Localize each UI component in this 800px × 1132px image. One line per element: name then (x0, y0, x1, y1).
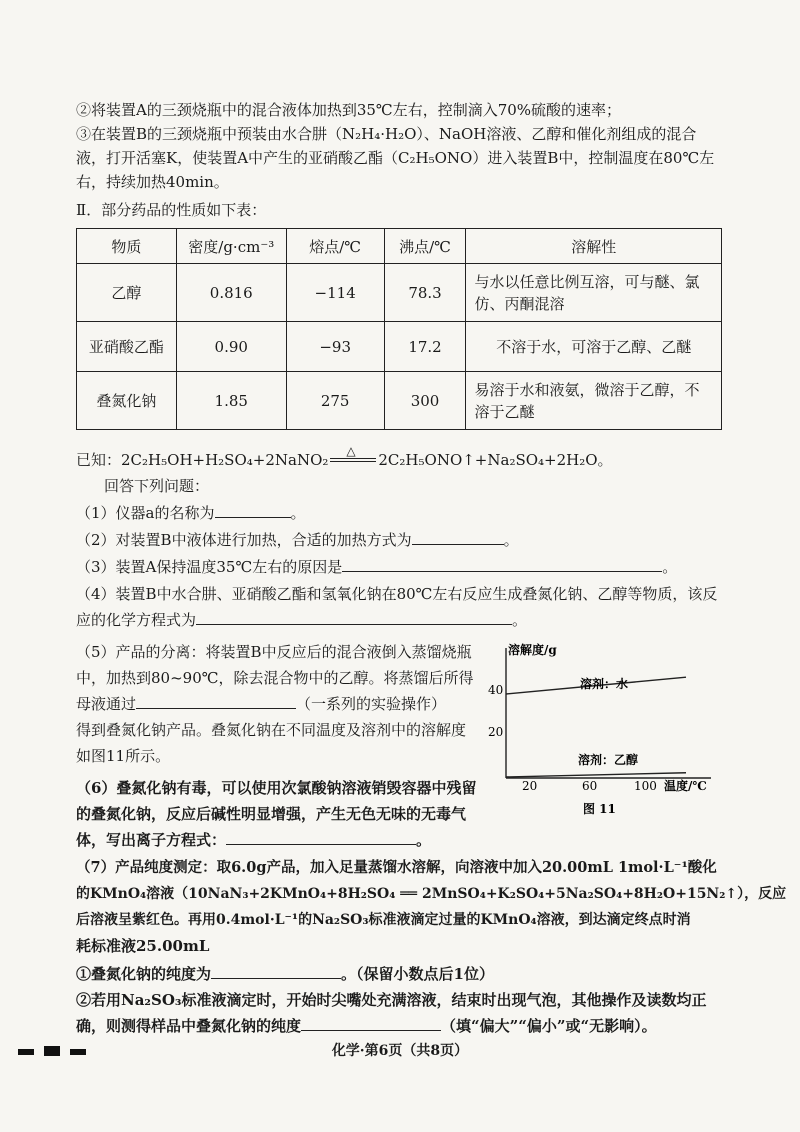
question-7-sub-2-line-2 (76, 1016, 657, 1036)
solubility-figure (486, 638, 726, 828)
q6-text: 体，写出离子方程式： (76, 831, 227, 849)
questions-intro: 回答下列问题： (104, 477, 210, 495)
cell-boiling-point: 300 (384, 372, 466, 430)
cell-substance: 亚硝酸乙酯 (77, 322, 177, 372)
table-row (77, 264, 722, 322)
x-tick-label: 20 (522, 779, 538, 793)
q7-2-text: 确，则测得样品中叠氮化钠的纯度 (76, 1017, 302, 1035)
question-5-line-5: 如图11所示。 (76, 747, 171, 765)
question-7-sub-2-line-1: ②若用Na₂SO₃标准液滴定时，开始时尖嘴处充满溶液，结束时出现气泡，其他操作及读数均正 (76, 991, 707, 1009)
y-tick-label: 20 (488, 725, 504, 739)
question-4-line-1: （4）装置B中水合肼、亚硝酸乙酯和氢氧化钠在80℃左右反应生成叠氮化钠、乙醇等物质，该反 (76, 585, 718, 603)
step-3-line-1: ③在装置B的三颈烧瓶中预装由水合肼（N₂H₄·H₂O）、NaOH溶液、乙醇和催化剂组成的混合 (76, 125, 697, 143)
q3-answer-blank[interactable] (342, 557, 662, 572)
solubility-chart (486, 638, 726, 828)
q4-answer-blank[interactable] (196, 610, 512, 625)
header-substance: 物质 (77, 229, 177, 264)
question-3 (76, 557, 677, 577)
question-7-sub-1 (76, 964, 494, 984)
q7-1-text: ①叠氮化钠的纯度为 (76, 965, 212, 983)
q3-end: 。 (662, 558, 678, 576)
q1-text: （1）仪器a的名称为 (76, 504, 215, 522)
q5-text: 母液通过 (76, 695, 137, 713)
cell-melting-point: 275 (286, 372, 384, 430)
x-tick-label: 60 (582, 779, 598, 793)
page-number: 化学·第6页（共8页） (331, 1043, 469, 1059)
q5-answer-blank[interactable] (136, 694, 296, 709)
question-4-line-2 (76, 610, 527, 630)
page-footer (0, 1040, 800, 1060)
water-series-label: 溶剂：水 (580, 677, 629, 691)
question-5-line-4: 得到叠氮化钠产品。叠氮化钠在不同温度及溶剂中的溶解度 (76, 721, 467, 739)
q2-end: 。 (503, 531, 519, 549)
q7-2-hint: （填“偏大”“偏小”或“无影响）。 (441, 1017, 657, 1035)
cell-melting-point: −93 (286, 322, 384, 372)
equation-rhs: 2C₂H₅ONO↑+Na₂SO₄+2H₂O。 (378, 451, 613, 469)
q5-hint: （一系列的实验操作） (296, 695, 447, 713)
q7-2-answer-blank[interactable] (301, 1016, 441, 1031)
known-prefix: 已知： (76, 451, 122, 469)
x-tick-label: 100 (634, 779, 657, 793)
cell-density: 0.816 (176, 264, 286, 322)
x-axis-title: 温度/℃ (664, 779, 707, 793)
step-3-line-3: 右，持续加热40min。 (76, 173, 229, 191)
step-3-line-2: 液，打开活塞K，使装置A中产生的亚硝酸乙酯（C₂H₅ONO）进入装置B中，控制温度在80℃左 (76, 149, 715, 167)
question-6-line-2: 的叠氮化钠，反应后碱性明显增强，产生无色无味的无毒气 (76, 805, 467, 823)
known-equation (76, 444, 613, 470)
ethanol-solubility-line (506, 773, 686, 777)
q4-period: 。 (512, 611, 528, 629)
header-solubility: 溶解性 (466, 229, 722, 264)
q1-end: 。 (290, 504, 306, 522)
figure-caption: 图 11 (583, 802, 616, 816)
q2-answer-blank[interactable] (412, 530, 504, 545)
table-row (77, 322, 722, 372)
question-6-line-1: （6）叠氮化钠有毒，可以使用次氯酸钠溶液销毁容器中残留 (76, 779, 477, 797)
cell-substance: 叠氮化钠 (77, 372, 177, 430)
cell-solubility: 易溶于水和液氨，微溶于乙醇，不溶于乙醚 (466, 372, 722, 430)
reaction-condition (328, 444, 378, 470)
cell-boiling-point: 17.2 (384, 322, 466, 372)
table-header-row (77, 229, 722, 264)
q7-1-answer-blank[interactable] (211, 964, 341, 979)
cell-melting-point: −114 (286, 264, 384, 322)
q4-text: 应的化学方程式为 (76, 611, 197, 629)
question-5-line-3 (76, 694, 446, 714)
header-density: 密度/g·cm⁻³ (176, 229, 286, 264)
q6-answer-blank[interactable] (226, 830, 416, 845)
step-2-text: ②将装置A的三颈烧瓶中的混合液体加热到35℃左右，控制滴入70%硫酸的速率； (76, 101, 622, 119)
section-2-heading: Ⅱ．部分药品的性质如下表： (76, 201, 267, 219)
question-5-line-1: （5）产品的分离：将装置B中反应后的混合液倒入蒸馏烧瓶 (76, 643, 472, 661)
heat-symbol: △ (346, 444, 356, 458)
question-1 (76, 503, 306, 523)
question-2 (76, 530, 519, 550)
cell-solubility: 不溶于水，可溶于乙醇、乙醚 (466, 322, 722, 372)
question-7-line-2: 的KMnO₄溶液（10NaN₃+2KMnO₄+8H₂SO₄ ══ 2MnSO₄+K₂SO₄+5Na₂SO₄+8H₂O+15N₂↑），反应 (76, 886, 787, 902)
question-7-line-3: 后溶液呈紫红色。再用0.4mol·L⁻¹的Na₂SO₃标准液滴定过量的KMnO₄溶液，到达滴定终点时消 (76, 912, 691, 928)
q3-text: （3）装置A保持温度35℃左右的原因是 (76, 558, 343, 576)
cell-boiling-point: 78.3 (384, 264, 466, 322)
cell-solubility: 与水以任意比例互溶，可与醚、氯仿、丙酮混溶 (466, 264, 722, 322)
question-7-line-4: 耗标准液25.00mL (76, 937, 210, 955)
q7-1-hint: 。（保留小数点后1位） (341, 965, 494, 983)
y-tick-label: 40 (488, 683, 504, 697)
header-melting-point: 熔点/℃ (286, 229, 384, 264)
table-row (77, 372, 722, 430)
cell-substance: 乙醇 (77, 264, 177, 322)
question-6-line-3 (76, 830, 431, 850)
header-boiling-point: 沸点/℃ (384, 229, 466, 264)
question-7-line-1: （7）产品纯度测定：取6.0g产品，加入足量蒸馏水溶解，向溶液中加入20.00mL 1mol·L⁻¹酸化 (76, 859, 717, 876)
equation-lhs: 2C₂H₅OH+H₂SO₄+2NaNO₂ (121, 451, 329, 469)
q6-end: 。 (416, 831, 432, 849)
property-table (76, 228, 722, 430)
ethanol-series-label: 溶剂：乙醇 (578, 753, 639, 767)
y-axis-title: 溶解度/g (508, 643, 557, 657)
q1-answer-blank[interactable] (215, 503, 291, 518)
cell-density: 1.85 (176, 372, 286, 430)
q2-text: （2）对装置B中液体进行加热，合适的加热方式为 (76, 531, 412, 549)
cell-density: 0.90 (176, 322, 286, 372)
question-5-line-2: 中，加热到80~90℃，除去混合物中的乙醇。将蒸馏后所得 (76, 669, 474, 687)
